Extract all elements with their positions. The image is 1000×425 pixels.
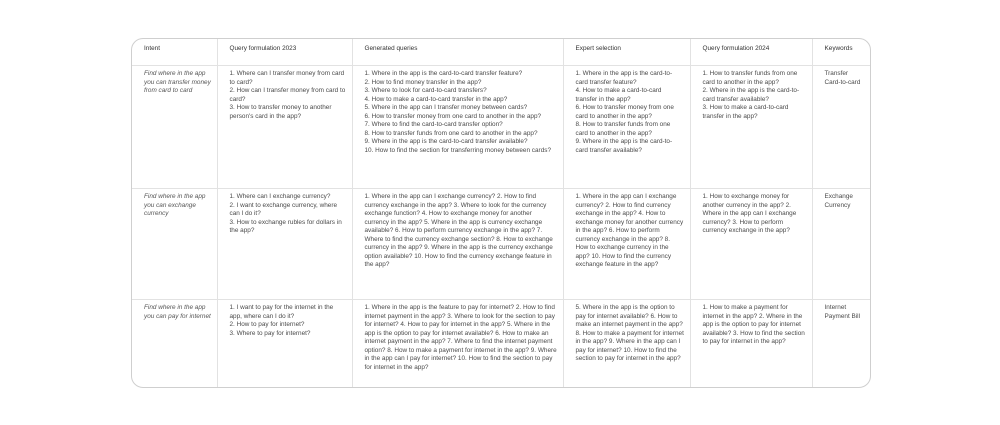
generated-queries-cell [352,66,563,189]
query-2023-cell [217,189,352,300]
query-line: 2. Where in the app is the card-to-card transfer available? [702,87,800,103]
query-2023-cell [217,66,352,189]
query-line: 4. How to make a card-to-card transfer in the app? [364,95,508,103]
query-2024-cell: 1. How to make a payment for internet in the app? 2. Where in the app is the option to pay for internet available? 3. How to find the section to pay for internet in the app? [690,300,812,389]
query-line: 3. How to make a card-to-card transfer in the app? [702,104,789,120]
query-line: 2. I want to exchange currency, where can I do it? [229,201,338,217]
table-row [132,66,870,189]
query-line: 1. How to transfer funds from one card to another in the app? [702,70,798,86]
generated-queries-cell: 1. Where in the app can I exchange currency? 2. How to find currency exchange in the app? 3. Where to look for the currency exchange function? 4. How to exchange money for another currency in the app? 5. Where in the app is currency exchange available? 6. How to perform currency exchange in the app? 7. Where to find the currency exchange section? 8. How to exchange currency in the app? 9. Where in the app is the currency exchange option available? 10. How to find the currency exchange feature in the app? [352,189,563,300]
query-line: 7. Where to find the card-to-card transfer option? [364,121,503,128]
intent-cell: Find where in the app you can exchange currency [132,189,217,300]
query-table [132,39,870,388]
query-2023-cell [217,300,352,389]
intent-cell: Find where in the app you can transfer money from card to card [132,66,217,189]
query-line: 3. How to exchange rubles for dollars in the app? [229,218,342,234]
table-row [132,300,870,389]
keywords-cell: Exchange Currency [812,189,870,300]
query-line: 9. Where in the app is the card-to-card transfer available? [575,138,673,154]
query-2024-cell: 1. How to exchange money for another currency in the app? 2. Where in the app can I exchange currency? 3. How to perform currency exchange in the app? [690,189,812,300]
query-line: 9. Where in the app is the card-to-card transfer available? [364,138,528,145]
query-line: 1. Where can I exchange currency? [229,193,331,200]
intent-cell: Find where in the app you can pay for internet [132,300,217,389]
header-generated-queries: Generated queries [352,39,563,66]
query-line: 3. How to transfer money to another person's card in the app? [229,104,332,120]
generated-queries-cell: 1. Where in the app is the feature to pay for internet? 2. How to find internet payment in the app? 3. Where to look for the section to pay for internet? 4. How to pay for internet in the app? 5. Where in the app is the option to pay for internet available? 6. How to make an internet payment in the app? 7. Where to find the internet payment option? 8. How to make a payment for internet in the app? 9. Where in the app can I pay for internet? 10. How to find the section to pay for internet in the app? [352,300,563,389]
query-line: 10. How to find the section for transferring money between cards? [364,146,551,154]
expert-selection-cell: 5. Where in the app is the option to pay for internet available? 6. How to make an internet payment in the app? 8. How to make a payment for internet in the app? 9. Where in the app can I pay for internet? 10. How to find the section to pay for internet in the app? [563,300,690,389]
query-line: 2. How can I transfer money from card to card? [229,87,346,103]
query-line: 1. Where in the app is the card-to-card transfer feature? [575,70,673,86]
table-header-row [132,39,870,66]
query-line: 8. How to transfer funds from one card to another in the app? [364,129,538,137]
query-line: 1. Where can I transfer money from card to card? [229,70,345,86]
header-keywords: Keywords [812,39,870,66]
query-line: 5. Where in the app can I transfer money between cards? [364,104,528,111]
query-line: 3. Where to pay for internet? [229,329,311,337]
query-line: 2. How to find money transfer in the app? [364,78,482,86]
query-line: 3. Where to look for card-to-card transfers? [364,87,487,94]
header-query-2024: Query formulation 2024 [690,39,812,66]
keywords-cell: Internet Payment Bill [824,304,861,320]
query-line: 4. How to make a card-to-card transfer in the app? [575,87,662,103]
query-table-card [131,38,871,388]
expert-selection-cell: 1. Where in the app can I exchange currency? 2. How to find currency exchange in the app? 4. How to exchange money for another currency in the app? 6. How to perform currency exchange in the app? 8. How to exchange currency in the app? 10. How to find the currency exchange feature in the app? [563,189,690,300]
query-line: 6. How to transfer money from one card to another in the app? [364,112,542,120]
header-query-2023: Query formulation 2023 [217,39,352,66]
header-expert-selection: Expert selection [563,39,690,66]
header-intent: Intent [132,39,217,66]
query-line: 8. How to transfer funds from one card to another in the app? [575,121,671,137]
keywords-cell: Transfer Card-to-card [812,66,870,189]
query-line: 1. I want to pay for the internet in the app, where can I do it? [229,304,334,320]
query-line: 6. How to transfer money from one card to another in the app? [575,104,674,120]
query-line: 1. Where in the app is the card-to-card transfer feature? [364,70,523,77]
expert-selection-cell [563,66,690,189]
table-row [132,189,870,300]
query-line: 2. How to pay for internet? [229,321,305,328]
query-2024-cell [690,66,812,189]
